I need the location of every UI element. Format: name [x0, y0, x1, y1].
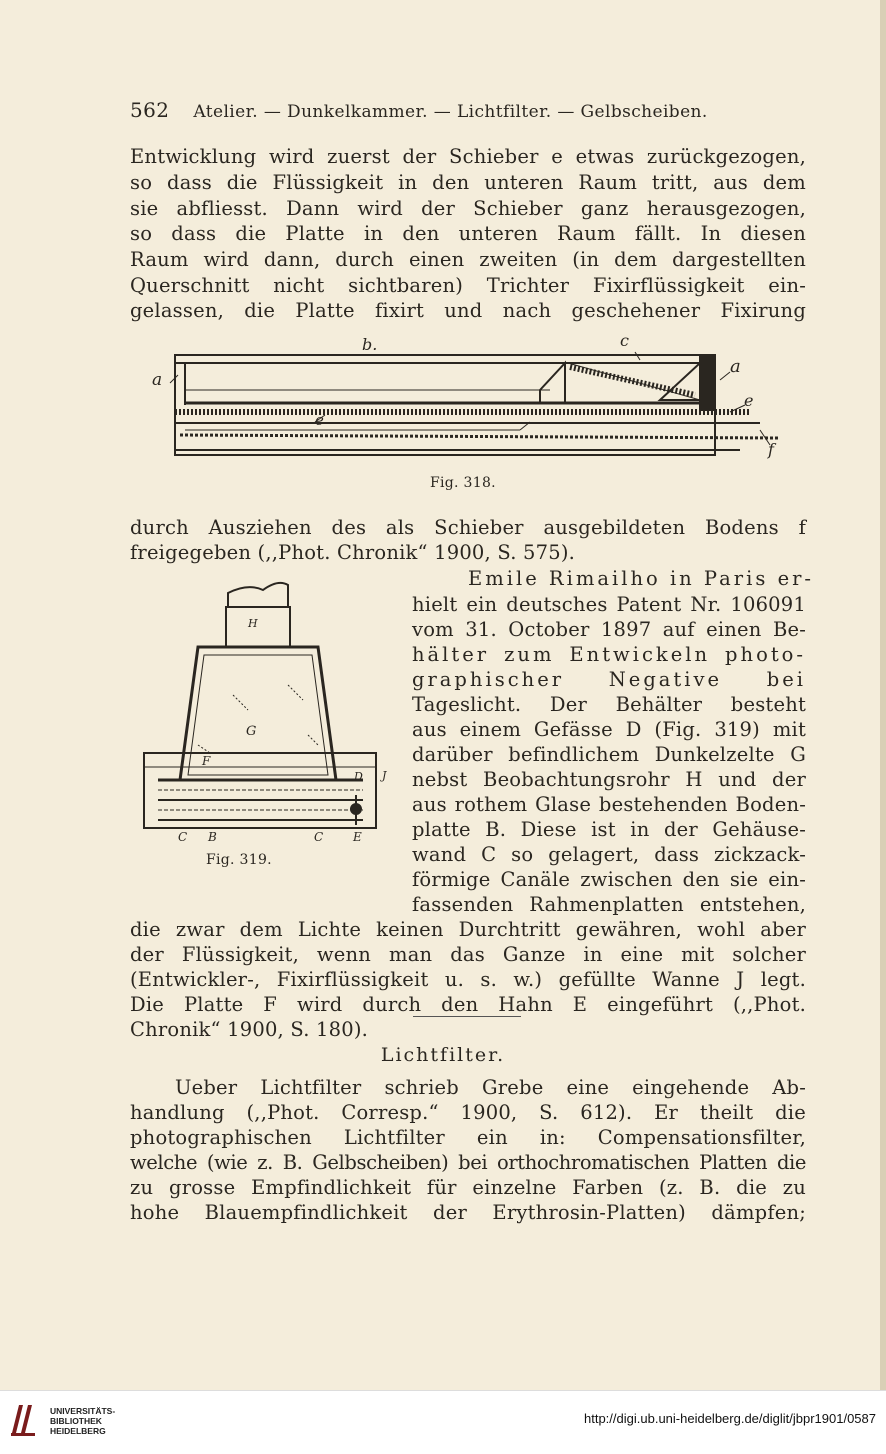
text-line: vom 31. October 1897 auf einen Be-: [412, 618, 806, 641]
page-edge: [880, 0, 886, 1390]
text-line: (Entwickler-, Fixirflüssigkeit u. s. w.) gefüllte Wanne J legt.: [130, 968, 806, 991]
fig319-label-B: B: [208, 830, 217, 844]
fig319-label-C1: C: [178, 830, 188, 844]
running-header: [130, 98, 708, 122]
text-line: Tageslicht. Der Behälter besteht: [412, 693, 806, 716]
text-line: freigegeben (,,Phot. Chronik“ 1900, S. 575).: [130, 541, 576, 564]
text-line: aus rothem Glase bestehenden Boden-: [412, 793, 806, 816]
fig318-label-e-center: e: [315, 411, 324, 429]
figure-318-drawing: [140, 330, 790, 470]
text-line: Raum wird dann, durch einen zweiten (in dem dargestellten: [130, 248, 806, 271]
text-line: Die Platte F wird durch den Hahn E eingeführt (,,Phot.: [130, 993, 806, 1016]
fig319-label-J: J: [382, 769, 387, 782]
text-line: zu grosse Empfindlichkeit für einzelne Farben (z. B. die zu: [130, 1176, 806, 1199]
fig319-label-D: D: [354, 770, 363, 783]
text-line: förmige Canäle zwischen den sie ein-: [412, 868, 806, 891]
fig318-label-a-right: a: [730, 356, 741, 377]
institution-line: BIBLIOTHEK: [50, 1416, 102, 1426]
fig319-label-C2: C: [314, 830, 324, 844]
institution-line: HEIDELBERG: [50, 1426, 106, 1436]
text-line: darüber befindlichem Dunkelzelte G: [412, 743, 806, 766]
library-logo-icon: [10, 1403, 36, 1437]
fig318-label-b: b.: [362, 335, 378, 354]
source-url-link[interactable]: http://digi.ub.uni-heidelberg.de/diglit/jbpr1901/0587: [584, 1411, 876, 1426]
text-line: Ueber Lichtfilter schrieb Grebe eine eingehende Ab-: [175, 1076, 806, 1099]
text-line: hälter zum Entwickeln photo-: [412, 643, 806, 666]
text-line: so dass die Flüssigkeit in den unteren Raum tritt, aus dem: [130, 171, 806, 194]
library-footer: [0, 1390, 886, 1454]
text-line: durch Ausziehen des als Schieber ausgebildeten Bodens f: [130, 516, 806, 539]
fig319-label-G: G: [246, 724, 257, 739]
running-title: Atelier. — Dunkelkammer. — Lichtfilter. — Gelbscheiben.: [193, 102, 708, 122]
text-line: nebst Beobachtungsrohr H und der: [412, 768, 806, 791]
text-line: die zwar dem Lichte keinen Durchtritt gewähren, wohl aber: [130, 918, 806, 941]
text-line: aus einem Gefässe D (Fig. 319) mit: [412, 718, 806, 741]
fig318-label-f: f: [768, 440, 774, 459]
text-line: platte B. Diese ist in der Gehäuse-: [412, 818, 806, 841]
text-line: fassenden Rahmenplatten entstehen,: [412, 893, 806, 916]
text-line: graphischer Negative bei: [412, 668, 806, 691]
section-heading: Lichtfilter.: [380, 1044, 506, 1066]
text-line: handlung (,,Phot. Corresp.“ 1900, S. 612). Er theilt die: [130, 1101, 806, 1124]
text-line: hohe Blauempfindlichkeit der Erythrosin-Platten) dämpfen;: [130, 1201, 806, 1224]
fig319-label-F: F: [202, 754, 211, 768]
text-line: Entwicklung wird zuerst der Schieber e etwas zurückgezogen,: [130, 145, 806, 168]
fig318-label-e-right: e: [744, 391, 754, 410]
fig318-label-a-left: a: [152, 370, 163, 390]
section-divider: [413, 1016, 521, 1017]
text-line: sie abfliesst. Dann wird der Schieber ganz herausgezogen,: [130, 197, 806, 220]
text-line: welche (wie z. B. Gelbscheiben) bei orthochromatischen Platten die: [130, 1151, 806, 1174]
text-line: photographischen Lichtfilter ein in: Compensationsfilter,: [130, 1126, 806, 1149]
text-line: gelassen, die Platte fixirt und nach geschehener Fixirung: [130, 299, 806, 322]
institution-name: [50, 1406, 115, 1436]
figure-318-caption: Fig. 318.: [430, 475, 496, 491]
text-line: Emile Rimailho in Paris er-: [468, 567, 815, 590]
fig319-label-H: H: [248, 617, 258, 630]
fig318-label-c: c: [620, 331, 629, 350]
figure-319-caption: Fig. 319.: [206, 852, 272, 868]
text-line: hielt ein deutsches Patent Nr. 106091: [412, 593, 806, 616]
institution-line: UNIVERSITÄTS-: [50, 1406, 116, 1416]
text-line: der Flüssigkeit, wenn man das Ganze in eine mit solcher: [130, 943, 806, 966]
fig319-label-E: E: [353, 830, 362, 844]
text-line: Querschnitt nicht sichtbaren) Trichter Fixirflüssigkeit ein-: [130, 274, 806, 297]
text-line: Chronik“ 1900, S. 180).: [130, 1018, 369, 1041]
text-line: so dass die Platte in den unteren Raum fällt. In diesen: [130, 222, 806, 245]
page-number: 562: [130, 98, 170, 122]
figure-319-drawing: [138, 575, 400, 847]
text-line: wand C so gelagert, dass zickzack-: [412, 843, 806, 866]
